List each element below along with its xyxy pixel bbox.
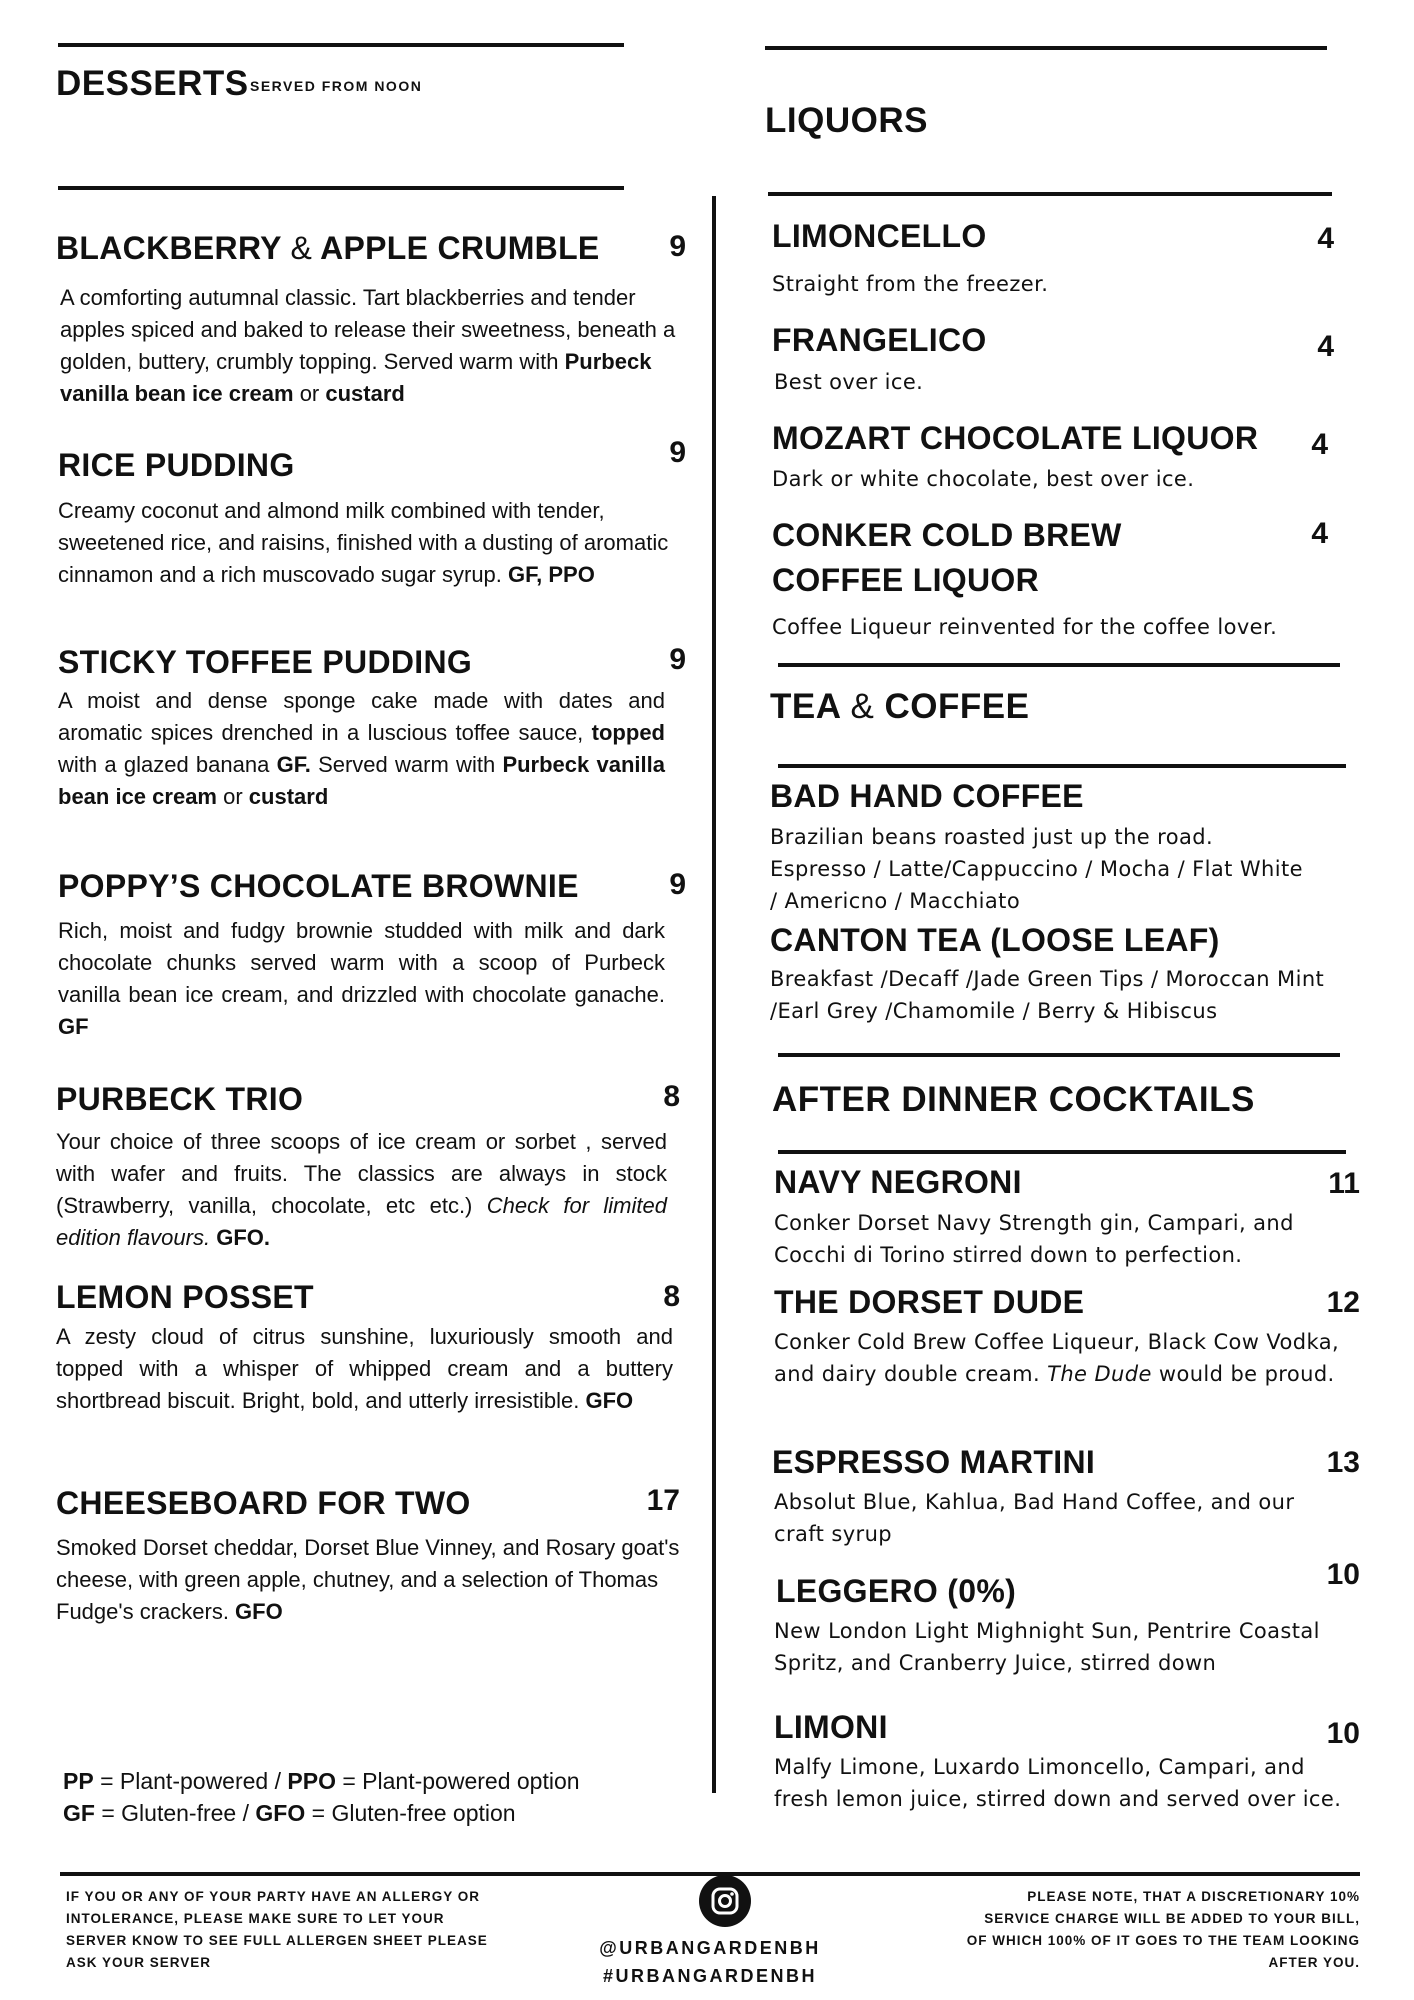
dessert-title: CHEESEBOARD FOR TWO (56, 1485, 471, 1521)
liquor-title: MOZART CHOCOLATE LIQUOR (772, 420, 1259, 456)
cocktail-title: THE DORSET DUDE (774, 1284, 1085, 1320)
allergen-legend: PP = Plant-powered / PPO = Plant-powered option GF = Gluten-free / GFO = Gluten-free option (63, 1768, 580, 1826)
cocktail-price: 10 (1326, 1717, 1360, 1750)
tea-coffee-title: BAD HAND COFFEE (770, 778, 1084, 814)
dessert-price: 9 (669, 643, 686, 676)
allergy-notice: IF YOU OR ANY OF YOUR PARTY HAVE AN ALLERGY OR INTOLERANCE, PLEASE MAKE SURE TO LET YOUR SERVER KNOW TO SEE FULL ALLERGEN SHEET PLEASE ASK YOUR SERVER (66, 1889, 488, 1970)
dessert-price: 9 (669, 230, 686, 263)
column-divider (712, 196, 716, 1793)
dessert-description: A zesty cloud of citrus sunshine, luxuriously smooth and topped with a whisper of whipped cream and a buttery shortbread biscuit. Bright, bold, and utterly irresistible. GFO (56, 1324, 673, 1413)
dessert-description: A comforting autumnal classic. Tart blackberries and tender apples spiced and baked to release their sweetness, beneath a golden, buttery, crumbly topping. Served warm with Purbeck vanilla bean ice cream or custard (60, 285, 676, 406)
tea-coffee-title: CANTON TEA (LOOSE LEAF) (770, 922, 1220, 958)
dessert-title: RICE PUDDING (58, 447, 295, 483)
dessert-description: Creamy coconut and almond milk combined with tender, sweetened rice, and raisins, finished with a dusting of aromatic cinnamon and a rich muscovado sugar syrup. GF, PPO (58, 498, 669, 587)
cocktail-description: Conker Cold Brew Coffee Liqueur, Black Cow Vodka, and dairy double cream. The Dude would be proud. (774, 1330, 1340, 1386)
service-charge-notice: PLEASE NOTE, THAT A DISCRETIONARY 10% SERVICE CHARGE WILL BE ADDED TO YOUR BILL, OF WHICH 100% OF IT GOES TO THE TEAM LOOKING AFTER YOU. (966, 1889, 1360, 1970)
liquors-bottom-rule (768, 192, 1332, 196)
desserts-bottom-rule (58, 186, 624, 190)
cocktail-description: Absolut Blue, Kahlua, Bad Hand Coffee, and our craft syrup (774, 1490, 1295, 1546)
liquor-price: 4 (1317, 330, 1334, 363)
dessert-price: 9 (669, 868, 686, 901)
tea-top-rule (778, 663, 1340, 667)
liquor-price: 4 (1311, 428, 1328, 461)
dessert-price: 8 (663, 1280, 680, 1313)
dessert-description: Smoked Dorset cheddar, Dorset Blue Vinney, and Rosary goat's cheese, with green apple, chutney, and a selection of Thomas Fudge's crackers. GFO (56, 1535, 680, 1624)
tea-coffee-description: Brazilian beans roasted just up the road. Espresso / Latte/Cappuccino / Mocha / Flat White / Americno / Macchiato (770, 825, 1303, 913)
cocktail-price: 13 (1326, 1446, 1360, 1479)
tea-coffee-heading: TEA & COFFEE (770, 687, 1030, 726)
dessert-title: POPPY’S CHOCOLATE BROWNIE (58, 868, 579, 904)
cocktail-title: LIMONI (774, 1709, 888, 1745)
dessert-title: STICKY TOFFEE PUDDING (58, 644, 473, 680)
liquor-description: Dark or white chocolate, best over ice. (772, 467, 1195, 491)
cocktail-description: New London Light Mighnight Sun, Pentrire Coastal Spritz, and Cranberry Juice, stirred down (774, 1619, 1320, 1675)
cocktails-bottom-rule (778, 1150, 1346, 1154)
tea-coffee-description: Breakfast /Decaff /Jade Green Tips / Moroccan Mint /Earl Grey /Chamomile / Berry & Hibiscus (770, 967, 1325, 1023)
cocktail-price: 11 (1328, 1167, 1360, 1200)
dessert-title-crumble: BLACKBERRY & APPLE CRUMBLE (56, 230, 600, 266)
liquor-title: FRANGELICO (772, 322, 987, 358)
cocktail-title: NAVY NEGRONI (774, 1164, 1022, 1200)
cocktails-heading: AFTER DINNER COCKTAILS (772, 1080, 1255, 1119)
desserts-top-rule (58, 43, 624, 47)
dessert-description: A moist and dense sponge cake made with dates and aromatic spices drenched in a luscious toffee sauce, topped with a glazed banana GF. Served warm with Purbeck vanilla bean ice cream or custard (58, 688, 665, 809)
cocktail-description: Malfy Limone, Luxardo Limoncello, Campari, and fresh lemon juice, stirred down and served over ice. (774, 1755, 1342, 1811)
cocktail-price: 12 (1326, 1286, 1360, 1319)
liquor-price: 4 (1317, 222, 1334, 255)
liquors-top-rule (765, 46, 1327, 50)
dessert-price: 8 (663, 1080, 680, 1113)
cocktail-price: 10 (1326, 1558, 1360, 1591)
dessert-price: 9 (669, 436, 686, 469)
liquors-heading: LIQUORS (765, 101, 928, 140)
dessert-description: Rich, moist and fudgy brownie studded with milk and dark chocolate chunks served warm with a scoop of Purbeck vanilla bean ice cream, and drizzled with chocolate ganache. GF (58, 918, 665, 1039)
tea-bottom-rule (778, 764, 1346, 768)
dessert-description: Your choice of three scoops of ice cream or sorbet , served with wafer and fruits. The classics are always in stock (Strawberry, vanilla, chocolate, etc etc.) Check for limited edition flavours. GFO. (56, 1129, 667, 1250)
cocktail-title: ESPRESSO MARTINI (772, 1444, 1096, 1480)
desserts-heading: DESSERTS (56, 64, 249, 103)
dessert-title: PURBECK TRIO (56, 1081, 304, 1117)
liquor-title: LIMONCELLO (772, 218, 987, 254)
liquor-title: CONKER COLD BREW COFFEE LIQUOR (772, 517, 1122, 598)
cocktail-title: LEGGERO (0%) (776, 1573, 1017, 1609)
dessert-title: LEMON POSSET (56, 1279, 314, 1315)
instagram-handle[interactable]: @URBANGARDENBH (599, 1938, 821, 1958)
dessert-price: 17 (646, 1484, 680, 1517)
liquor-description: Best over ice. (774, 370, 924, 394)
liquor-description: Coffee Liqueur reinvented for the coffee lover. (772, 615, 1278, 639)
instagram-hashtag[interactable]: #URBANGARDENBH (602, 1966, 817, 1986)
liquor-description: Straight from the freezer. (772, 272, 1049, 296)
cocktails-top-rule (778, 1053, 1340, 1057)
cocktail-description: Conker Dorset Navy Strength gin, Campari, and Cocchi di Torino stirred down to perfection. (774, 1211, 1294, 1267)
instagram-icon[interactable] (699, 1875, 751, 1927)
desserts-tagline: SERVED FROM NOON (250, 78, 423, 94)
liquor-price: 4 (1311, 517, 1328, 550)
